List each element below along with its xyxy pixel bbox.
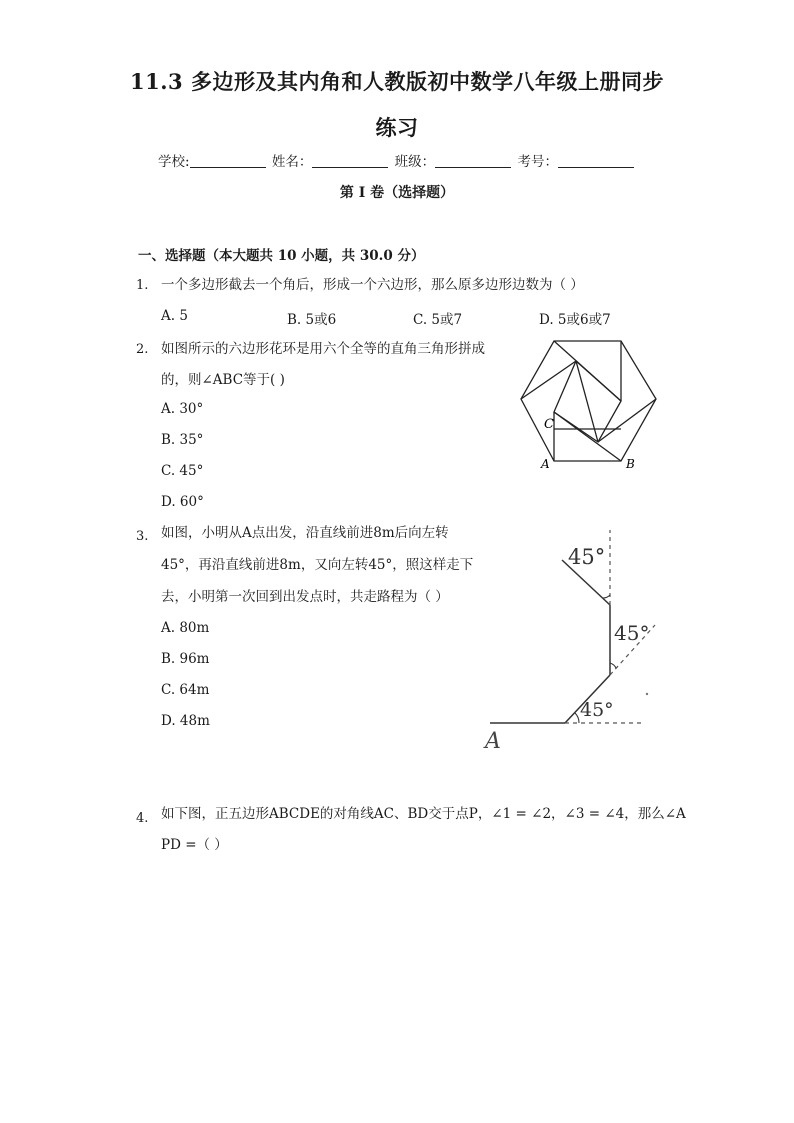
label-c: C [544,417,554,432]
hexagon-wreath-figure [515,335,665,475]
dot-mark [646,693,648,695]
school-label: 学校: [158,154,190,170]
label-a: A [541,457,550,471]
question-2-option-a[interactable]: A. 30° [161,401,204,417]
name-blank[interactable] [312,153,388,168]
angle-label-1: 45° [580,699,614,721]
class-blank[interactable] [435,153,511,168]
question-1-text: 一个多边形截去一个角后，形成一个六边形，那么原多边形边数为（ ） [161,277,584,293]
label-b: B [626,457,635,471]
student-info [0,150,794,170]
angle-label-2: 45° [614,621,650,645]
walking-path-figure [480,530,680,755]
question-1-option-d[interactable]: D. 5或6或7 [539,312,611,328]
page-title: 11.3 多边形及其内角和人教版初中数学八年级上册同步 [130,69,664,94]
question-2-text-line1: 如图所示的六边形花环是用六个全等的直角三角形拼成 [161,341,485,357]
school-blank[interactable] [190,153,266,168]
angle-arc-3 [603,595,610,598]
question-2-number: 2. [136,342,149,357]
question-3-text-line1: 如图，小明从A点出发，沿直线前进8m后向左转 [161,525,449,541]
question-1-option-c[interactable]: C. 5或7 [413,312,463,328]
number-blank[interactable] [558,153,634,168]
spoke-6 [598,399,656,442]
angle-arc-2 [610,663,616,668]
page-title-line2: 练习 [375,115,419,140]
question-3-option-a[interactable]: A. 80m [161,620,210,636]
question-4-text-line1: 如下图，正五边形ABCDE的对角线AC、BD交于点P，∠1 = ∠2，∠3 = ∠4，那么∠A [161,806,686,822]
question-3-option-c[interactable]: C. 64m [161,682,210,698]
question-3-option-b[interactable]: B. 96m [161,651,210,667]
question-3-text-line3: 去，小明第一次回到出发点时，共走路程为（ ） [161,589,449,605]
question-2-option-c[interactable]: C. 45° [161,463,204,479]
question-1-option-b[interactable]: B. 5或6 [287,312,337,328]
start-point-label: A [485,729,501,754]
angle-arc-1 [575,713,579,723]
hexagon-outline [521,341,656,461]
angle-label-3: 45° [568,545,606,569]
name-label: 姓名： [271,154,313,170]
number-label: 考号： [517,154,558,170]
question-2-option-b[interactable]: B. 35° [161,432,204,448]
question-4-number: 4. [136,811,149,826]
question-3-text-line2: 45°，再沿直线前进8m，又向左转45°，照这样走下 [161,557,474,573]
question-4-text-line2: PD =（ ） [161,837,228,853]
section-title: 第 I 卷（选择题） [339,185,455,201]
question-3-number: 3. [136,529,149,544]
spoke-2 [554,341,621,401]
question-1-number: 1. [136,278,149,293]
question-2-text-line2: 的，则∠ABC等于( ) [161,372,285,388]
question-1-option-a[interactable]: A. 5 [161,308,188,324]
class-label: 班级： [394,154,436,170]
question-2-option-d[interactable]: D. 60° [161,494,204,510]
part-title: 一、选择题（本大题共 10 小题，共 30.0 分） [138,248,425,264]
question-3-option-d[interactable]: D. 48m [161,713,210,729]
